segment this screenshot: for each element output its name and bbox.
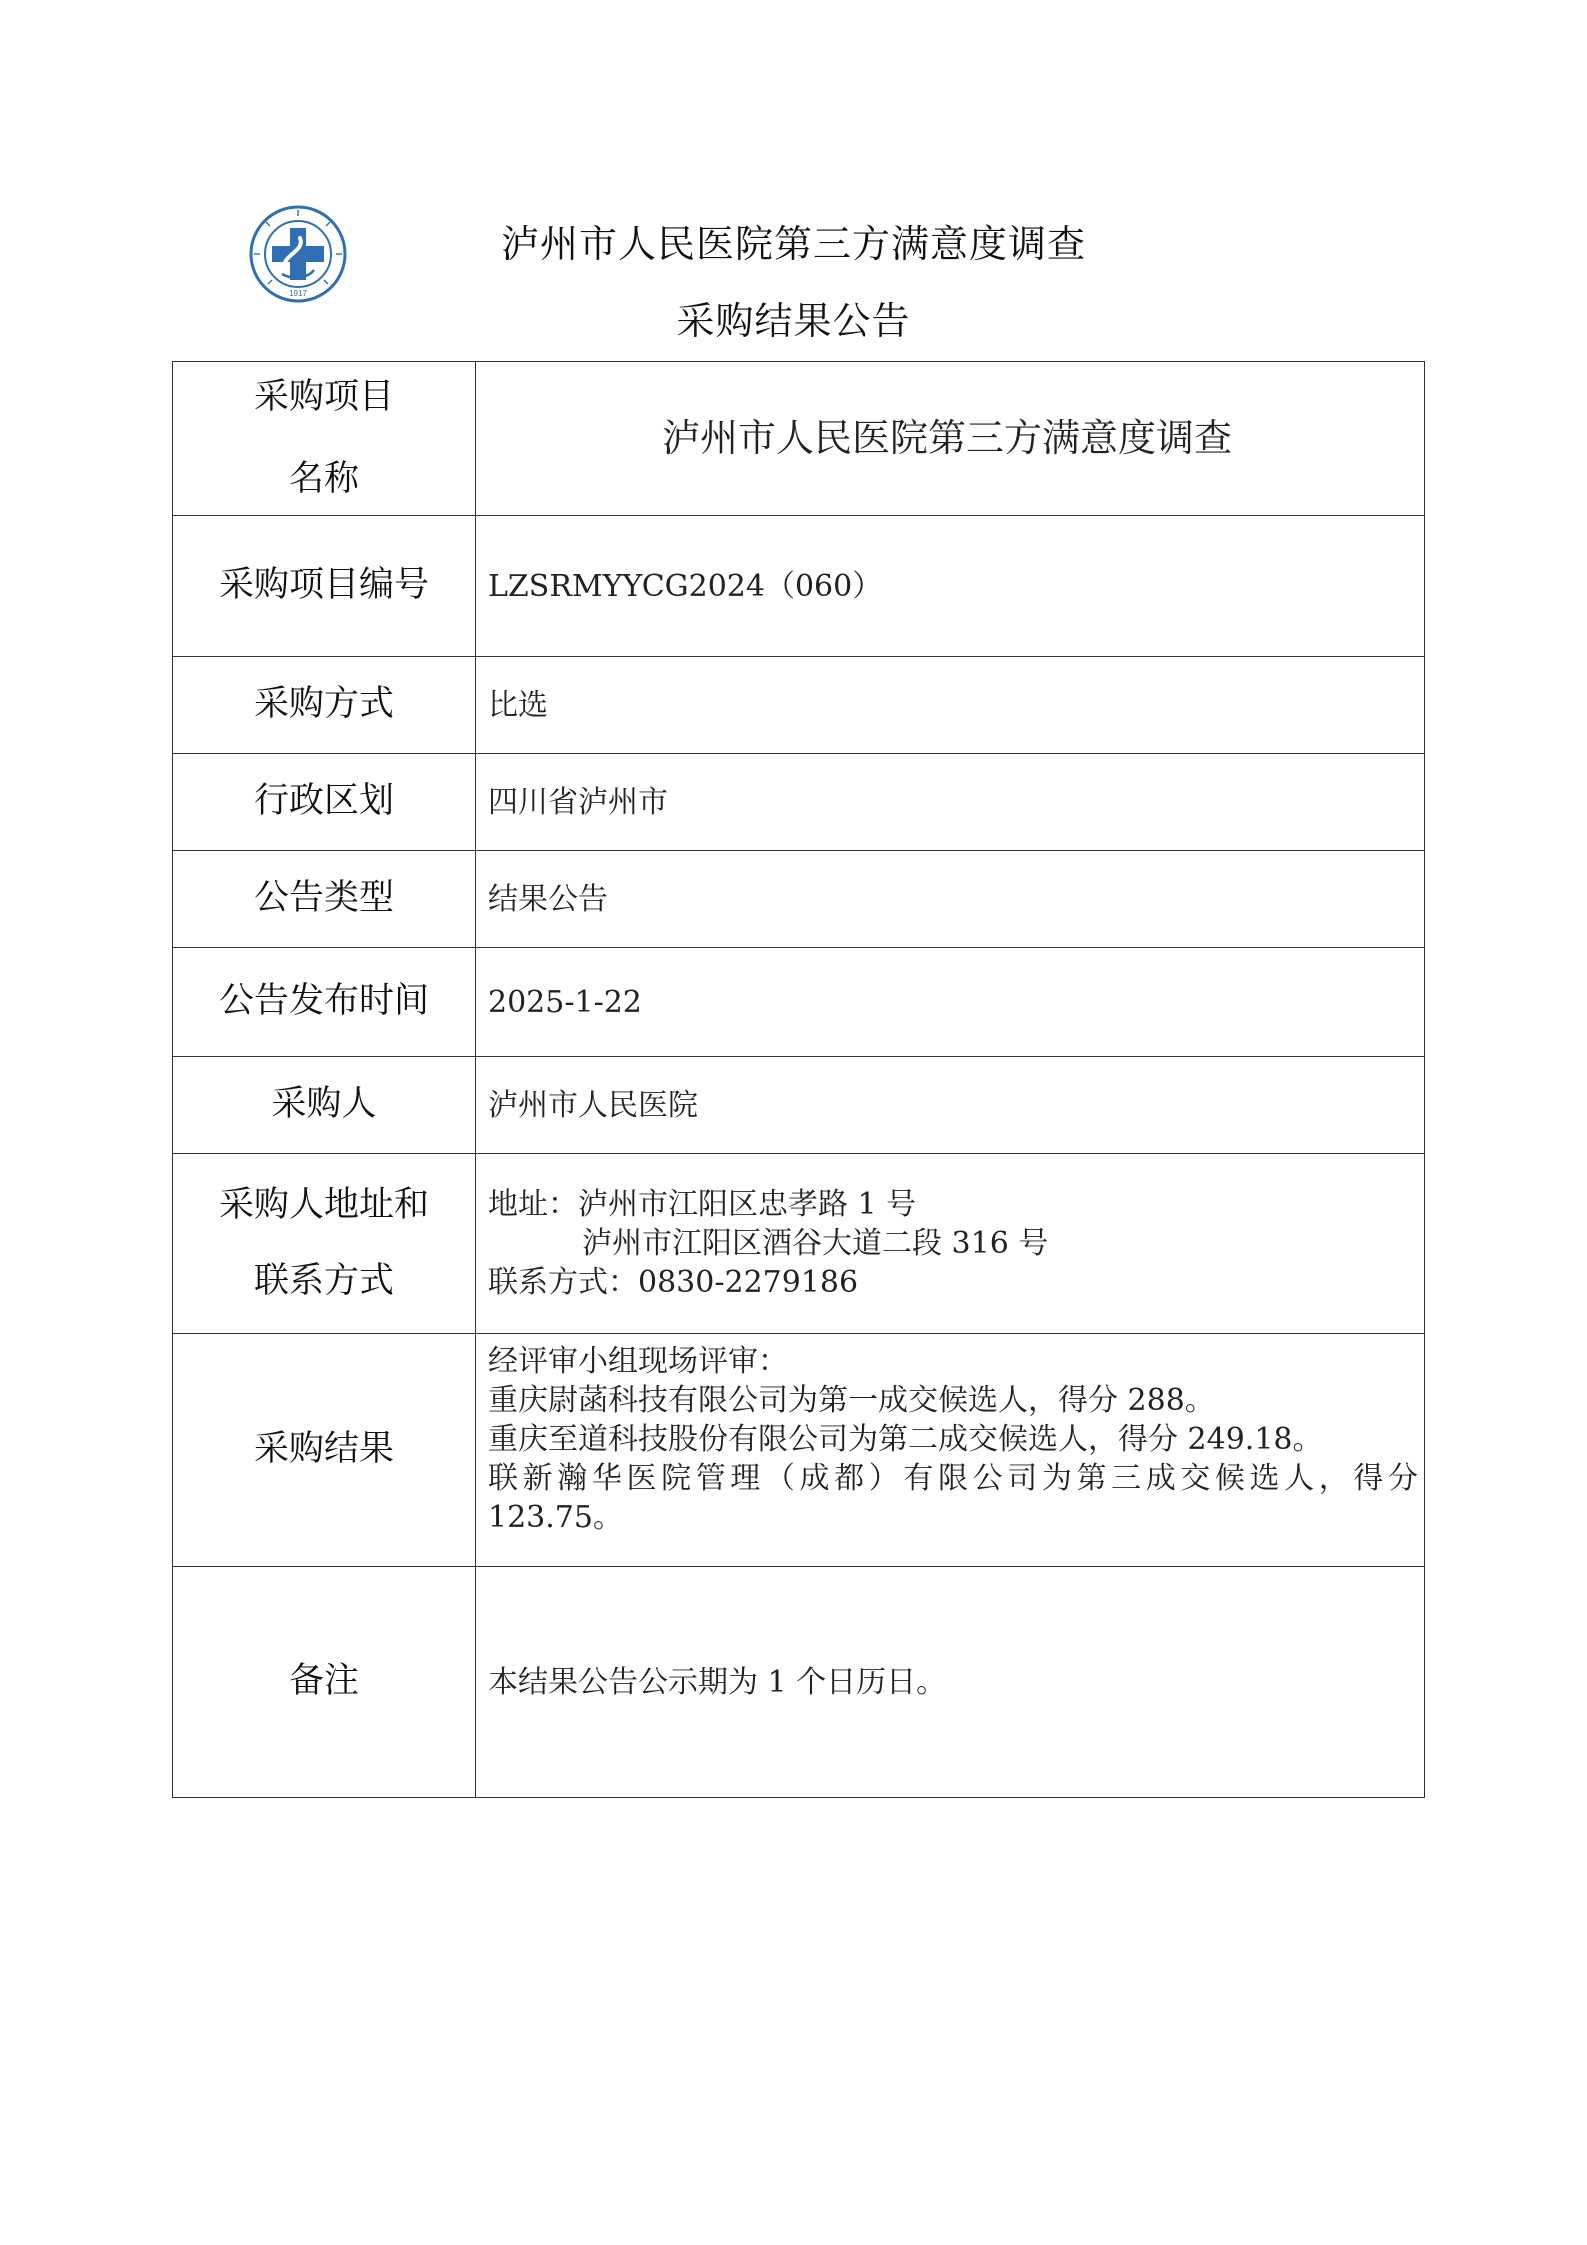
result-line1: 经评审小组现场评审： bbox=[488, 1344, 788, 1379]
page-subtitle: 采购结果公告 bbox=[676, 299, 911, 343]
label-purchaser-contact bbox=[173, 1154, 476, 1334]
label-purchaser: 采购人 bbox=[173, 1057, 476, 1154]
label-purchaser-contact-line2: 联系方式 bbox=[253, 1260, 394, 1301]
row-announcement-type bbox=[173, 851, 1425, 948]
result-line2: 重庆尉菡科技有限公司为第一成交候选人，得分 288。 bbox=[488, 1383, 1215, 1418]
row-remarks bbox=[173, 1567, 1425, 1798]
label-project-name-line2: 名称 bbox=[288, 458, 359, 499]
value-result bbox=[476, 1334, 1425, 1567]
label-project-name bbox=[173, 362, 476, 516]
label-project-number: 采购项目编号 bbox=[173, 516, 476, 657]
label-result: 采购结果 bbox=[173, 1334, 476, 1567]
row-administrative-region bbox=[173, 754, 1425, 851]
page-title: 泸州市人民医院第三方满意度调查 bbox=[500, 222, 1086, 266]
address-line2: 泸州市江阳区酒谷大道二段 316 号 bbox=[582, 1226, 1049, 1261]
value-administrative-region: 四川省泸州市 bbox=[476, 754, 1425, 851]
row-project-name bbox=[173, 362, 1425, 516]
value-procurement-method: 比选 bbox=[476, 657, 1425, 754]
row-publish-time bbox=[173, 948, 1425, 1057]
label-publish-time: 公告发布时间 bbox=[173, 948, 476, 1057]
value-project-name: 泸州市人民医院第三方满意度调查 bbox=[476, 362, 1425, 516]
contact-phone: 联系方式：0830-2279186 bbox=[488, 1265, 859, 1300]
row-project-number bbox=[173, 516, 1425, 657]
row-procurement-method bbox=[173, 657, 1425, 754]
row-purchaser bbox=[173, 1057, 1425, 1154]
label-remarks: 备注 bbox=[173, 1567, 476, 1798]
label-project-name-line1: 采购项目 bbox=[253, 376, 394, 417]
result-line4: 联新瀚华医院管理（成都）有限公司为第三成交候选人，得分 123.75。 bbox=[488, 1461, 1418, 1535]
value-remarks: 本结果公告公示期为 1 个日历日。 bbox=[476, 1567, 1425, 1798]
value-purchaser: 泸州市人民医院 bbox=[476, 1057, 1425, 1154]
address-line1: 地址：泸州市江阳区忠孝路 1 号 bbox=[488, 1187, 917, 1222]
value-project-number: LZSRMYYCG2024（060） bbox=[476, 516, 1425, 657]
logo-year: 1917 bbox=[289, 289, 307, 298]
row-purchaser-contact bbox=[173, 1154, 1425, 1334]
label-administrative-region: 行政区划 bbox=[173, 754, 476, 851]
label-purchaser-contact-line1: 采购人地址和 bbox=[218, 1184, 429, 1225]
value-publish-time: 2025-1-22 bbox=[476, 948, 1425, 1057]
value-announcement-type: 结果公告 bbox=[476, 851, 1425, 948]
row-result bbox=[173, 1334, 1425, 1567]
result-line3: 重庆至道科技股份有限公司为第二成交候选人，得分 249.18。 bbox=[488, 1422, 1323, 1457]
label-announcement-type: 公告类型 bbox=[173, 851, 476, 948]
value-purchaser-contact bbox=[476, 1154, 1425, 1334]
announcement-table bbox=[172, 361, 1425, 1798]
label-procurement-method: 采购方式 bbox=[173, 657, 476, 754]
